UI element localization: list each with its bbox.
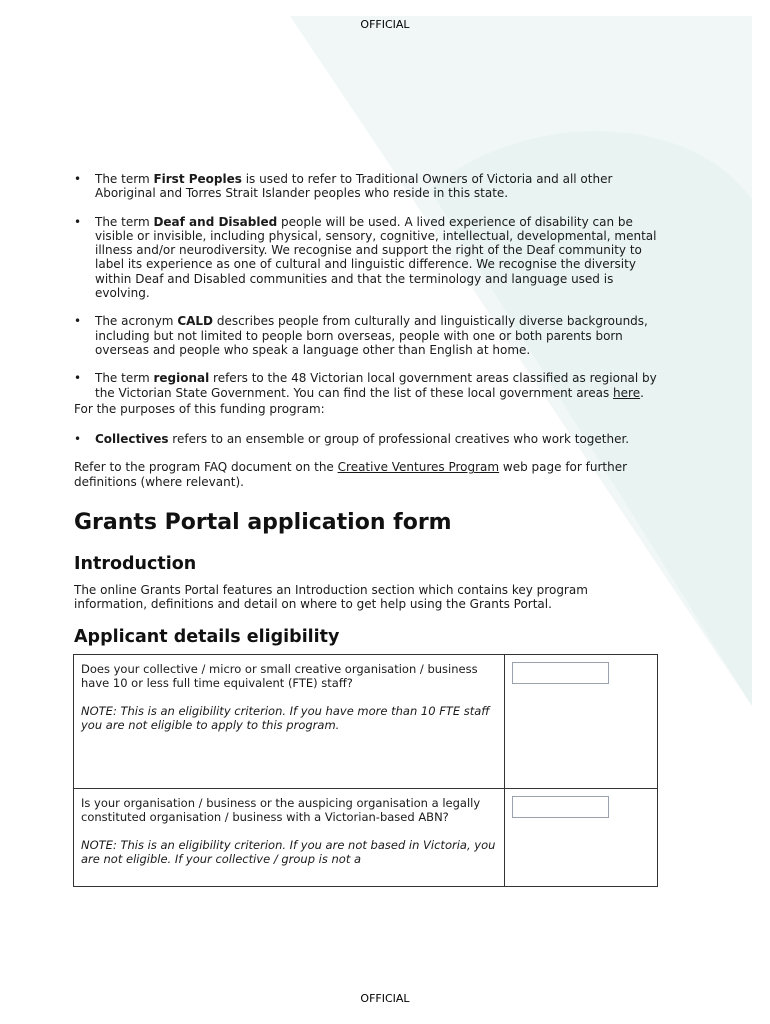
definition-term: Collectives xyxy=(95,432,169,447)
regional-lga-link[interactable]: here xyxy=(613,385,641,400)
answer-cell xyxy=(505,654,658,788)
definition-text: refers to an ensemble or group of professional creatives who work together. xyxy=(168,432,630,447)
definition-text: is used to refer to Traditional Owners of Victoria and all other Aboriginal and Torres Strait Islander peoples who reside in this state. xyxy=(95,172,613,201)
list-item xyxy=(74,432,664,446)
abn-answer-field[interactable] xyxy=(512,796,609,818)
list-item xyxy=(74,172,664,201)
list-item xyxy=(74,215,664,301)
question-text: Is your organisation / business or the auspicing organisation a legally constituted organisation / business with a Victorian-based ABN? xyxy=(81,795,481,824)
definition-text: people will be used. A lived experience of disability can be visible or invisible, including physical, sensory, cognitive, intellectual, developmental, mental illness and/or neurodiversity. We recognise and support the right of the Deaf community to label its experience as one of cultural and linguistic difference. We recognise the diversity within Deaf and Disabled communities and that the terminology and language used is evolving. xyxy=(95,214,657,301)
introduction-heading: Introduction xyxy=(74,554,197,575)
definition-text: describes people from culturally and linguistically diverse backgrounds, including but not limited to people born overseas, people with one or both parents born overseas and people who speak a language other than English at home. xyxy=(95,314,648,357)
header-security-marking: OFFICIAL xyxy=(360,18,410,31)
footer-security-marking: OFFICIAL xyxy=(360,992,410,1005)
definition-prefix: The term xyxy=(95,172,154,186)
purposes-intro: For the purposes of this funding program: xyxy=(74,401,325,416)
fte-answer-field[interactable] xyxy=(512,662,609,684)
faq-reference xyxy=(74,460,664,489)
answer-cell xyxy=(505,788,658,886)
creative-ventures-program-link[interactable]: Creative Ventures Program xyxy=(337,460,500,475)
definition-suffix: . xyxy=(640,385,644,400)
definition-term: regional xyxy=(153,371,210,386)
eligibility-table xyxy=(73,654,658,887)
list-item xyxy=(74,314,664,357)
eligibility-note: NOTE: This is an eligibility criterion. If you are not based in Victoria, you are not eligible. If your collective / group is not a xyxy=(81,837,496,866)
definitions-list xyxy=(74,172,664,400)
eligibility-heading: Applicant details eligibility xyxy=(74,626,340,647)
faq-text-after: web page for further definitions (where relevant). xyxy=(74,460,628,489)
eligibility-note: NOTE: This is an eligibility criterion. If you have more than 10 FTE staff you are not eligible to apply to this program. xyxy=(81,703,490,732)
table-row xyxy=(74,654,658,788)
definition-term: First Peoples xyxy=(153,172,242,186)
definition-term: Deaf and Disabled xyxy=(153,214,278,229)
definition-prefix: The acronym xyxy=(95,314,178,329)
question-text: Does your collective / micro or small creative organisation / business have 10 or less full time equivalent (FTE) staff? xyxy=(81,661,478,690)
definition-term: CALD xyxy=(177,314,214,329)
document-body xyxy=(74,172,664,887)
definition-text: refers to the 48 Victorian local government areas classified as regional by the Victorian State Government. You can find the list of these local government areas xyxy=(95,371,657,400)
definition-prefix: The term xyxy=(95,214,154,229)
collectives-list xyxy=(74,432,664,446)
question-cell xyxy=(74,788,505,886)
list-item xyxy=(74,371,664,400)
introduction-text: The online Grants Portal features an Introduction section which contains key program information, definitions and detail on where to get help using the Grants Portal. xyxy=(74,583,588,612)
question-cell xyxy=(74,654,505,788)
faq-text-before: Refer to the program FAQ document on the xyxy=(74,460,338,475)
table-row xyxy=(74,788,658,886)
form-title: Grants Portal application form xyxy=(74,510,452,536)
definition-prefix: The term xyxy=(95,371,154,386)
